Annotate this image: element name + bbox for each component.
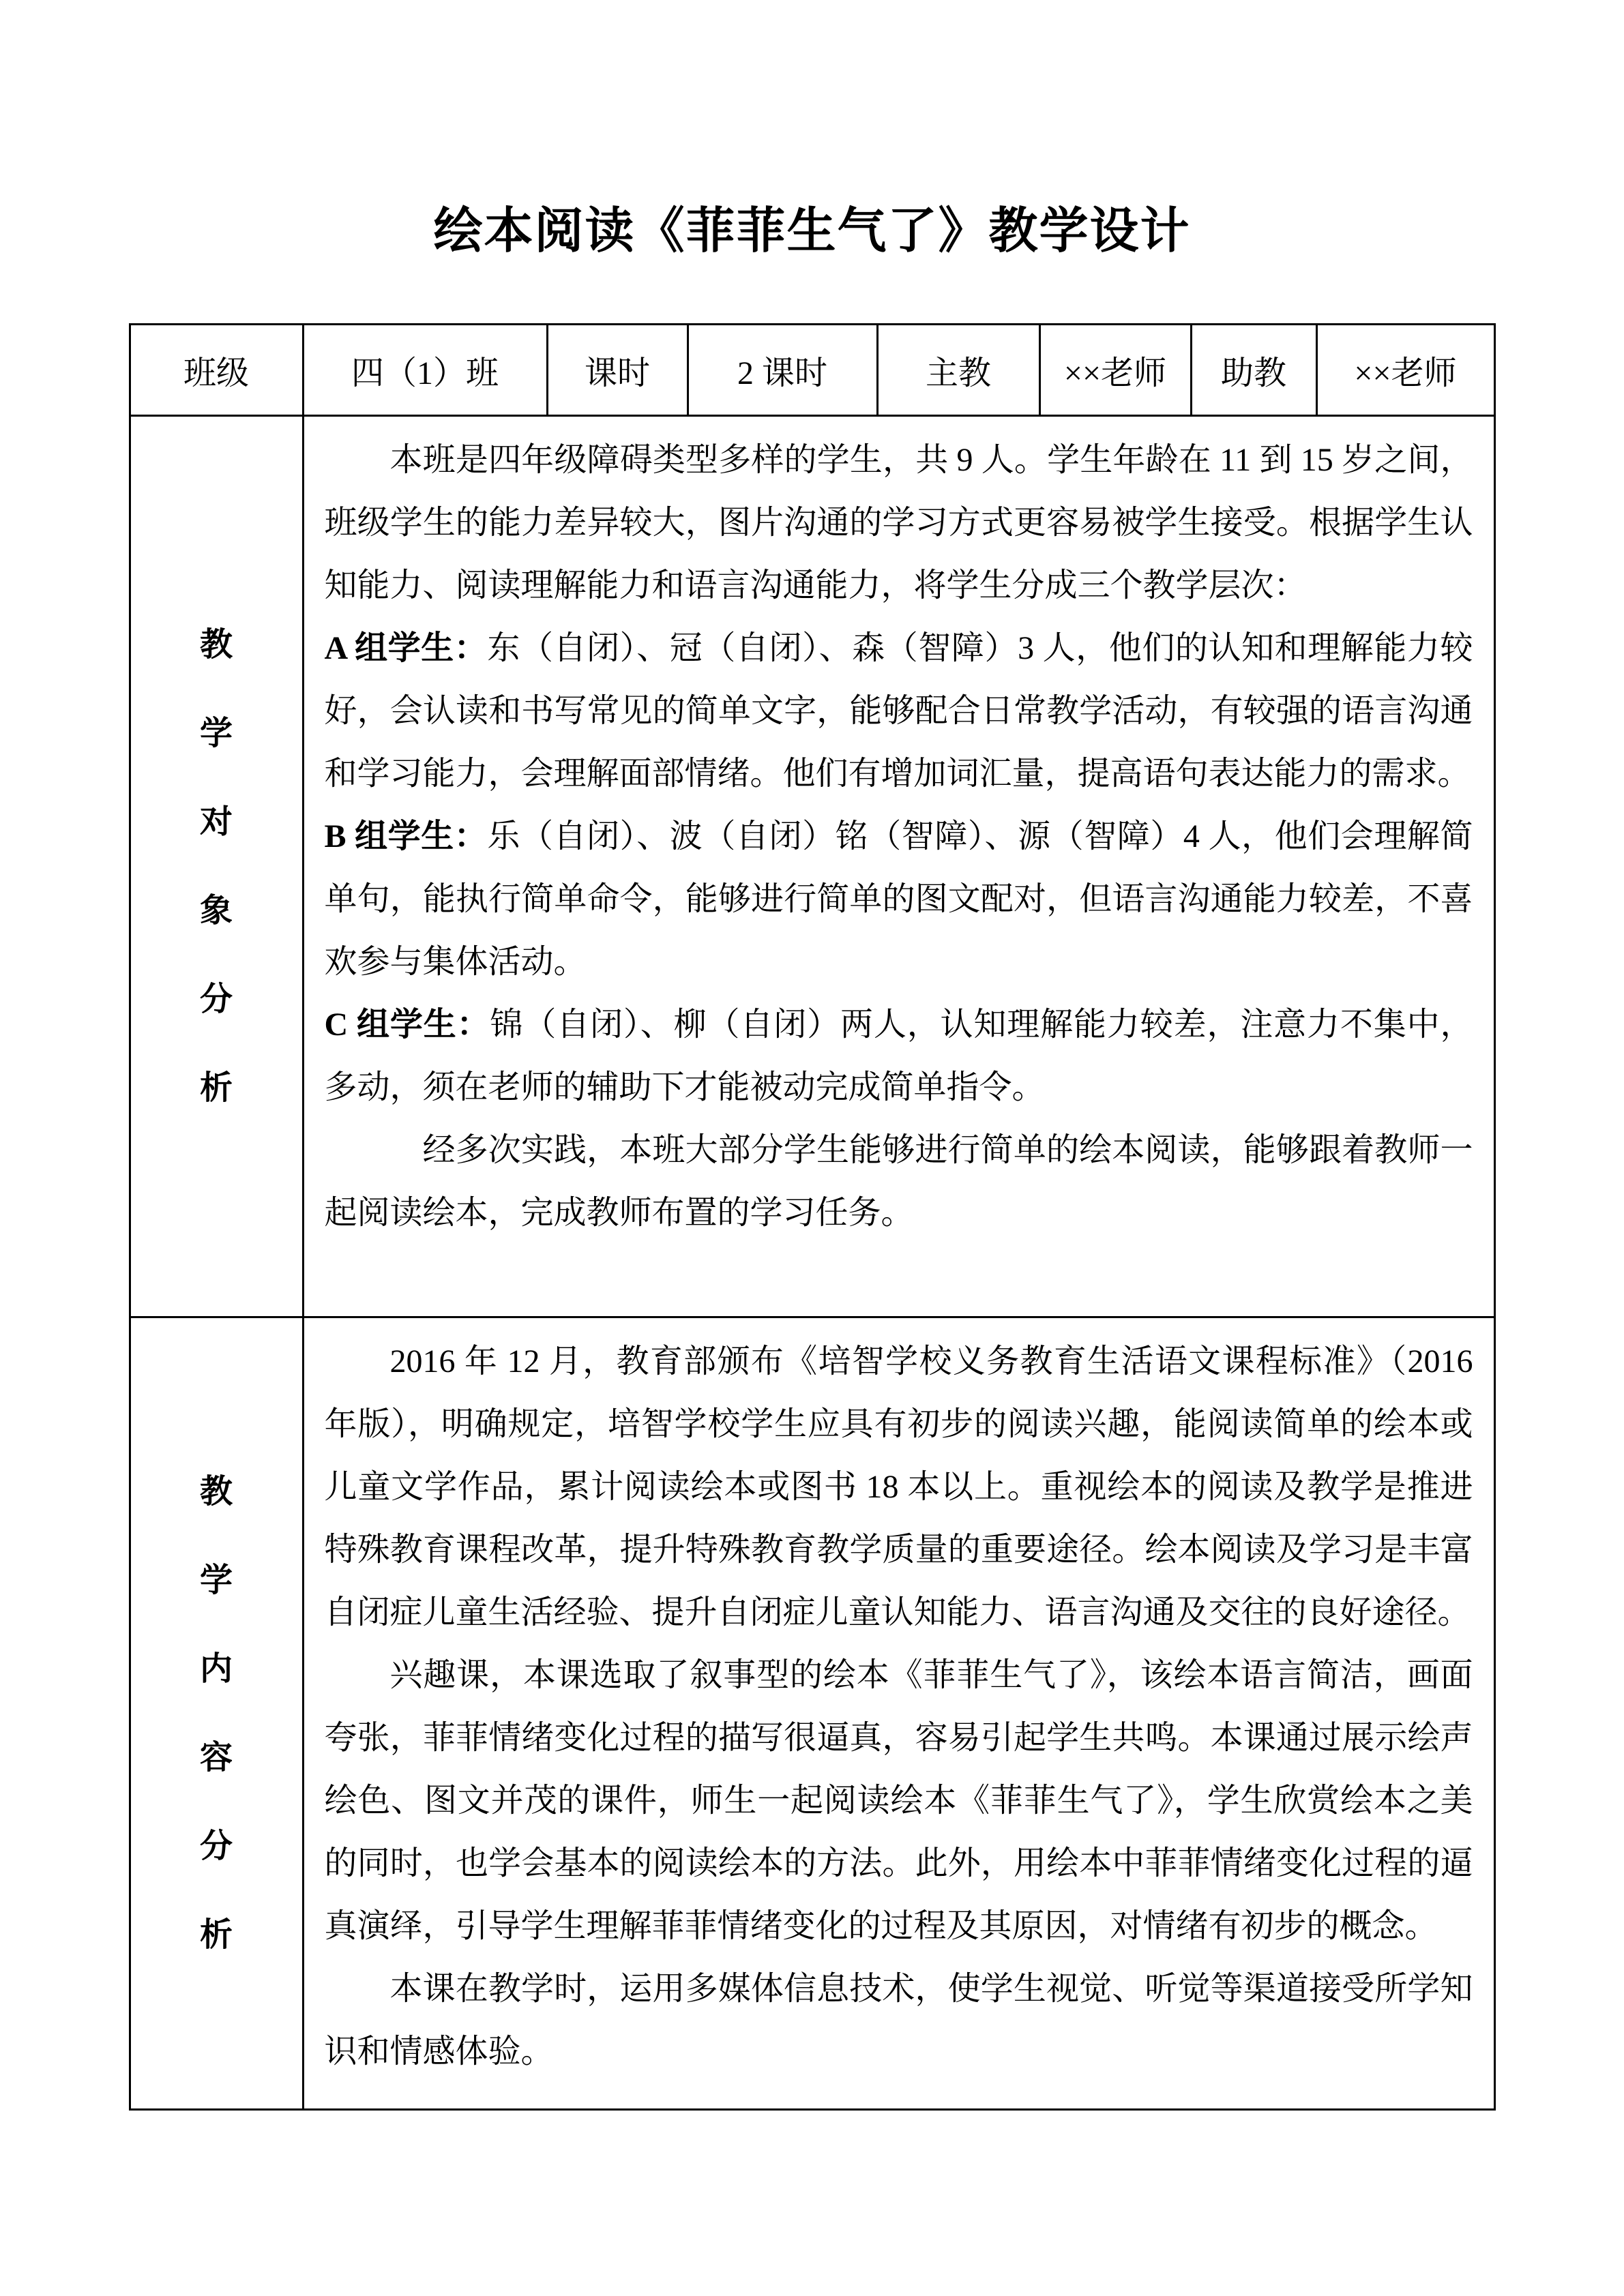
periods-label: 课时 — [547, 325, 688, 416]
students-analysis-row — [130, 416, 1494, 1317]
info-header-row — [130, 325, 1494, 416]
paragraph-text: 经多次实践，本班大部分学生能够进行简单的绘本阅读，能够跟着教师一起阅读绘本，完成教师布置的学习任务。 — [324, 1132, 1473, 1232]
vertical-heading-char: 对 — [199, 803, 233, 840]
content-analysis-body — [303, 1317, 1494, 2110]
aide-teacher-label: 助教 — [1191, 325, 1316, 416]
paragraph-text: 兴趣课，本课选取了叙事型的绘本《菲菲生气了》，该绘本语言简洁，画面夸张，菲菲情绪变化过程的描写很逼真，容易引起学生共鸣。本课通过展示绘声绘色、图文并茂的课件，师生一起阅读绘本《菲菲生气了》，学生欣赏绘本之美的同时，也学会基本的阅读绘本的方法。此外，用绘本中菲菲情绪变化过程的逼真演绎，引导学生理解菲菲情绪变化的过程及其原因，对情绪有初步的概念。 — [324, 1657, 1473, 1945]
vertical-heading-char: 析 — [199, 1916, 233, 1953]
body-paragraph — [325, 1644, 1473, 1958]
aide-teacher-value: ××老师 — [1316, 325, 1494, 416]
paragraph-text: 本班是四年级障碍类型多样的学生，共 9 人。学生年龄在 11 到 15 岁之间，班级学生的能力差异较大，图片沟通的学习方式更容易被学生接受。根据学生认知能力、阅读理解能力和语言沟通能力，将学生分成三个教学层次： — [324, 442, 1473, 604]
paragraph-text: 本课在教学时，运用多媒体信息技术，使学生视觉、听觉等渠道接受所学知识和情感体验。 — [324, 1971, 1473, 2070]
body-paragraph — [325, 1119, 1473, 1244]
paragraph-text: 东（自闭）、冠（自闭）、森（智障）3 人，他们的认知和理解能力较好，会认读和书写常见的简单文字，能够配合日常教学活动，有较强的语言沟通和学习能力，会理解面部情绪。他们有增加词汇量，提高语句表达能力的需求。 — [324, 630, 1473, 792]
vertical-heading-char: 象 — [199, 892, 233, 929]
content-analysis-heading — [130, 1317, 303, 2110]
students-analysis-heading — [130, 416, 303, 1317]
lead-teacher-value: ××老师 — [1039, 325, 1191, 416]
vertical-heading-char: 教 — [199, 626, 233, 663]
body-paragraph — [325, 994, 1473, 1119]
body-paragraph — [325, 429, 1473, 617]
document-title: 绘本阅读《菲菲生气了》教学设计 — [433, 204, 1191, 258]
vertical-heading-char: 分 — [199, 981, 233, 1017]
vertical-heading-char: 学 — [199, 1562, 233, 1598]
vertical-heading-char: 内 — [199, 1650, 233, 1687]
body-paragraph — [325, 1958, 1473, 2083]
content-analysis-row — [130, 1317, 1494, 2110]
vertical-heading-char: 容 — [199, 1739, 233, 1776]
paragraph-lead-bold: A 组学生： — [324, 630, 488, 667]
body-paragraph — [325, 805, 1473, 994]
paragraph-lead-bold: B 组学生： — [324, 818, 488, 855]
periods-value: 2 课时 — [688, 325, 877, 416]
lesson-plan-table — [129, 323, 1496, 2111]
vertical-heading-char: 分 — [199, 1828, 233, 1864]
class-value: 四（1）班 — [303, 325, 547, 416]
body-paragraph — [325, 1330, 1473, 1644]
class-label: 班级 — [130, 325, 303, 416]
vertical-heading-char: 学 — [199, 715, 233, 751]
students-analysis-body — [303, 416, 1494, 1317]
paragraph-lead-bold: C 组学生： — [324, 1007, 490, 1043]
paragraph-text: 锦（自闭）、柳（自闭）两人，认知理解能力较差，注意力不集中，多动，须在老师的辅助下才能被动完成简单指令。 — [324, 1007, 1473, 1106]
lead-teacher-label: 主教 — [877, 325, 1039, 416]
vertical-heading-char: 析 — [199, 1069, 233, 1106]
paragraph-text: 2016 年 12 月，教育部颁布《培智学校义务教育生活语文课程标准》（2016 年版），明确规定，培智学校学生应具有初步的阅读兴趣，能阅读简单的绘本或儿童文学作品，累计阅读绘本或图书 18 本以上。重视绘本的阅读及教学是推进特殊教育课程改革，提升特殊教育教学质量的重要途径。绘本阅读及学习是丰富自闭症儿童生活经验、提升自闭症儿童认知能力、语言沟通及交往的良好途径。 — [324, 1343, 1473, 1631]
body-paragraph — [325, 617, 1473, 805]
paragraph-text: 乐（自闭）、波（自闭）铭（智障）、源（智障）4 人，他们会理解简单句，能执行简单命令，能够进行简单的图文配对，但语言沟通能力较差，不喜欢参与集体活动。 — [324, 818, 1473, 981]
vertical-heading-char: 教 — [199, 1473, 233, 1510]
